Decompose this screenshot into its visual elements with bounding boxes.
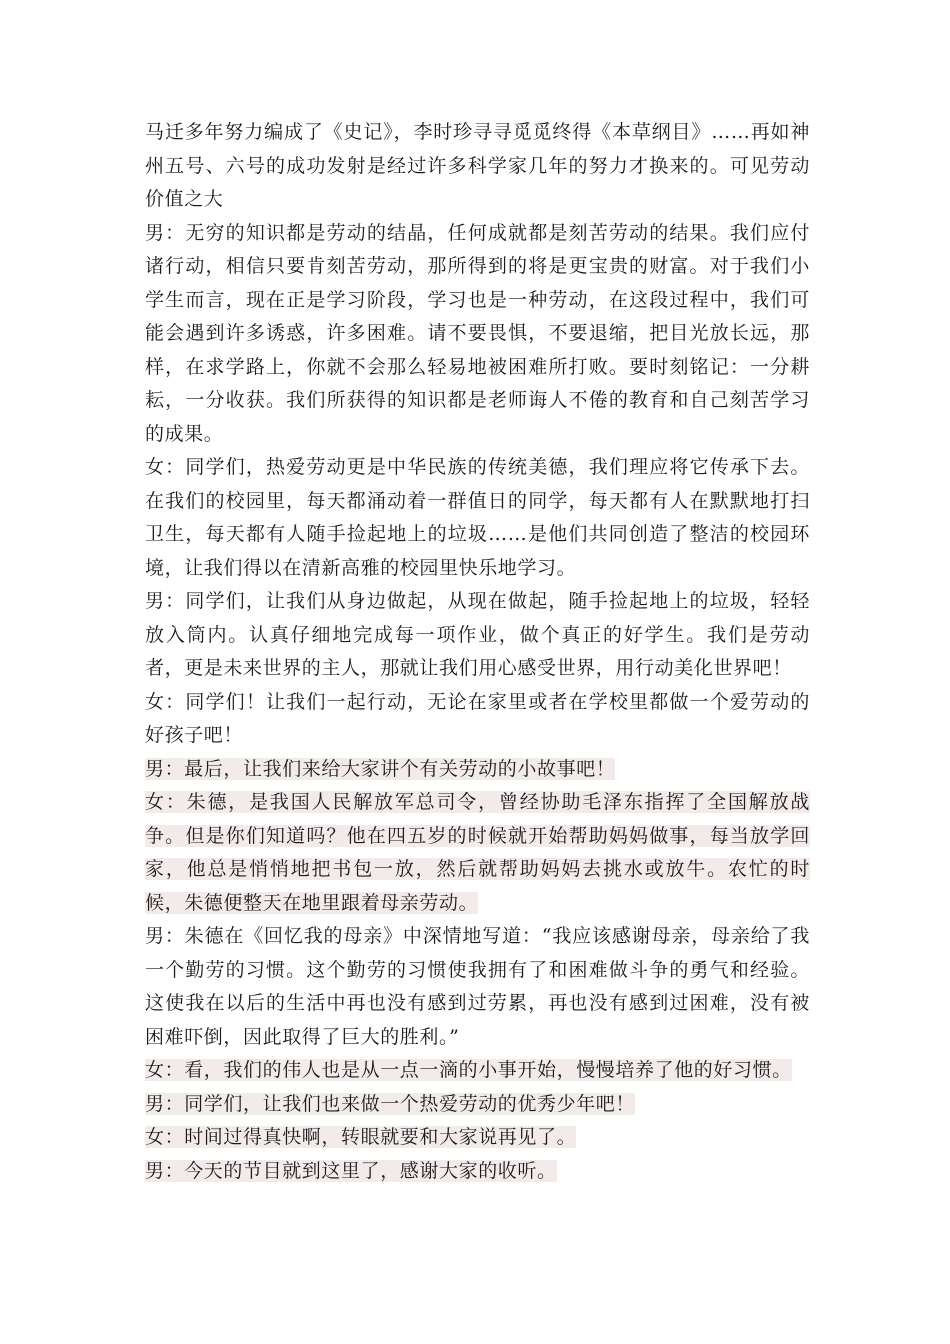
paragraph-female-farewell: [145, 1121, 810, 1155]
paragraph-text: 女：朱德，是我国人民解放军总司令，曾经协助毛泽东指挥了全国解放战争。但是你们知道吗？他在四五岁的时候就开始帮助妈妈做事，每当放学回家，他总是悄悄地把书包一放，然后就帮助妈妈去挑水或放牛。农忙的时候，朱德便整天在地里跟着母亲劳动。: [145, 791, 810, 914]
paragraph-male-closing: [145, 1155, 810, 1189]
paragraph-text: 女：同学们！让我们一起行动，无论在家里或者在学校里都做一个爱劳动的好孩子吧！: [145, 690, 810, 746]
paragraph-male-story-intro: [145, 753, 810, 787]
document-body: [145, 116, 810, 1188]
paragraph-text: 男：最后，让我们来给大家讲个有关劳动的小故事吧！: [145, 757, 616, 780]
paragraph-male-call: [145, 1088, 810, 1122]
paragraph-male-knowledge: [145, 217, 810, 452]
paragraph-text: 男：今天的节目就到这里了，感谢大家的收听。: [145, 1159, 557, 1182]
paragraph-female-virtue: [145, 451, 810, 585]
paragraph-text: 女：时间过得真快啊，转眼就要和大家说再见了。: [145, 1126, 577, 1148]
paragraph-intro-continuation: [145, 116, 810, 217]
paragraph-female-habit: [145, 1054, 810, 1088]
paragraph-text: 女：看，我们的伟人也是从一点一滴的小事开始，慢慢培养了他的好习惯。: [145, 1059, 792, 1081]
paragraph-text: 马迁多年努力编成了《史记》，李时珍寻寻觅觅终得《本草纲目》……再如神州五号、六号的成功发射是经过许多科学家几年的努力才换来的。可见劳动价值之大: [145, 121, 810, 210]
paragraph-male-action: [145, 585, 810, 686]
paragraph-text: 女：同学们，热爱劳动更是中华民族的传统美德，我们理应将它传承下去。在我们的校园里，每天都涌动着一群值日的同学，每天都有人在默默地打扫卫生，每天都有人随手捡起地上的垃圾……是他们共同创造了整洁的校园环境，让我们得以在清新高雅的校园里快乐地学习。: [145, 456, 810, 579]
paragraph-male-quote: [145, 920, 810, 1054]
paragraph-text: 男：朱德在《回忆我的母亲》中深情地写道：“我应该感谢母亲，母亲给了我一个勤劳的习惯。这个勤劳的习惯使我拥有了和困难做斗争的勇气和经验。这使我在以后的生活中再也没有感到过劳累，再也没有感到过困难，没有被困难吓倒，因此取得了巨大的胜利。”: [145, 925, 810, 1048]
paragraph-text: 男：无穷的知识都是劳动的结晶，任何成就都是刻苦劳动的结果。我们应付诸行动，相信只要肯刻苦劳动，那所得到的将是更宝贵的财富。对于我们小学生而言，现在正是学习阶段，学习也是一种劳动，在这段过程中，我们可能会遇到许多诱惑，许多困难。请不要畏惧，不要退缩，把目光放长远，那样，在求学路上，你就不会那么轻易地被困难所打败。要时刻铭记：一分耕耘，一分收获。我们所获得的知识都是老师诲人不倦的教育和自己刻苦学习的成果。: [145, 221, 810, 445]
paragraph-female-zhude: [145, 786, 810, 920]
paragraph-text: 男：同学们，让我们从身边做起，从现在做起，随手捡起地上的垃圾，轻轻放入筒内。认真仔细地完成每一项作业，做个真正的好学生。我们是劳动者，更是未来世界的主人，那就让我们用心感受世界，用行动美化世界吧！: [145, 590, 810, 679]
paragraph-text: 男：同学们，让我们也来做一个热爱劳动的优秀少年吧！: [145, 1092, 636, 1115]
paragraph-female-together: [145, 686, 810, 753]
